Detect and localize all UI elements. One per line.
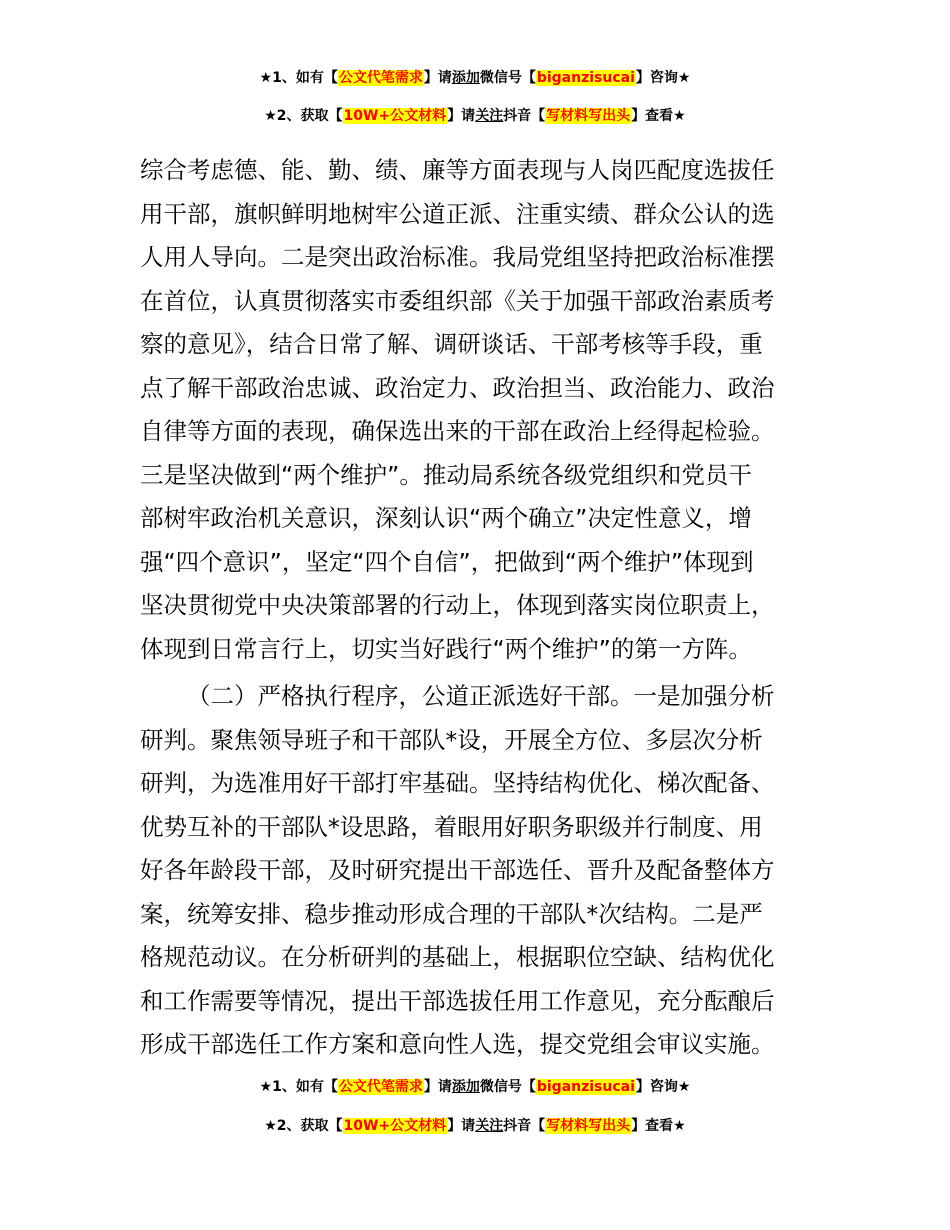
paragraph-continuation <box>140 149 830 671</box>
promo-douyin-id: 写材料写出头 <box>546 1118 631 1134</box>
promo-highlight: 公文代笔需求 <box>338 70 423 86</box>
text-line: 格规范动议。在分析研判的基础上，根据职位空缺、结构优化 <box>140 943 775 971</box>
promo-text: 抖音【 <box>503 108 546 124</box>
text-line: 点了解干部政治忠诚、政治定力、政治担当、政治能力、政治 <box>140 373 775 402</box>
promo-text: 】请 <box>423 70 452 86</box>
text-line: 综合考虑德、能、勤、绩、廉等方面表现与人岗匹配度选拔任 <box>140 156 775 184</box>
text-line: 形成干部选任工作方案和意向性人选，提交党组会审议实施。 <box>140 1030 775 1058</box>
text-line: 部树牢政治机关意识，深刻认识“两个确立”决定性意义，增 <box>140 504 752 532</box>
promo-suffix: 】查看★ <box>631 108 686 124</box>
text-line: 好各年龄段干部，及时研究提出干部选任、晋升及配备整体方 <box>140 856 775 884</box>
text-line: 研判。聚焦领导班子和干部队*设，开展全方位、多层次分析 <box>140 725 763 754</box>
promo-suffix: 】查看★ <box>631 1118 686 1134</box>
text-line: 自律等方面的表现，确保选出来的干部在政治上经得起检验。 <box>140 417 775 445</box>
text-line-indented: （二）严格执行程序，公道正派选好干部。一是加强分析 <box>187 682 775 710</box>
document-body <box>140 149 830 1067</box>
text-line: 优势互补的干部队*设思路，着眼用好职务职级并行制度、用 <box>140 812 763 841</box>
header-promo-line-1 <box>0 68 950 88</box>
text-line: 体现到日常言行上，切实当好践行“两个维护”的第一方阵。 <box>140 634 752 663</box>
promo-douyin-id: 写材料写出头 <box>546 108 631 124</box>
promo-text: 】请 <box>447 1118 476 1134</box>
paragraph-section-two <box>140 675 830 1067</box>
footer-promo-line-2 <box>0 1116 950 1136</box>
promo-highlight: 10W+公文材料 <box>343 1118 447 1134</box>
promo-prefix: ★1、如有【 <box>259 70 338 86</box>
footer-promo-line-1 <box>0 1077 950 1097</box>
promo-prefix: ★2、获取【 <box>264 1118 343 1134</box>
promo-prefix: ★1、如有【 <box>259 1079 338 1095</box>
text-line: 用干部，旗帜鲜明地树牢公道正派、注重实绩、群众公认的选 <box>140 199 775 228</box>
promo-text: 】请 <box>447 108 476 124</box>
promo-text: 】请 <box>423 1079 452 1095</box>
promo-underlined-text: 添加 <box>451 1079 480 1095</box>
promo-underlined-text: 关注 <box>475 1118 504 1134</box>
text-line: 在首位，认真贯彻落实市委组织部《关于加强干部政治素质考 <box>140 286 775 315</box>
promo-wechat-id: biganzisucai <box>536 1079 635 1095</box>
text-line: 研判，为选准用好干部打牢基础。坚持结构优化、梯次配备、 <box>140 769 775 797</box>
promo-prefix: ★2、获取【 <box>264 108 343 124</box>
text-line: 案，统筹安排、稳步推动形成合理的干部队*次结构。二是严 <box>140 899 763 928</box>
promo-text: 微信号【 <box>479 1079 536 1095</box>
header-promo-line-2 <box>0 106 950 126</box>
promo-highlight: 10W+公文材料 <box>343 108 447 124</box>
promo-wechat-id: biganzisucai <box>536 70 635 86</box>
promo-underlined-text: 关注 <box>475 108 504 124</box>
text-line: 强“四个意识”，坚定“四个自信”，把做到“两个维护”体现到 <box>140 547 754 576</box>
promo-suffix: 】咨询★ <box>635 70 691 86</box>
text-line: 和工作需要等情况，提出干部选拔任用工作意见，充分酝酿后 <box>140 986 775 1015</box>
promo-text: 抖音【 <box>503 1118 546 1134</box>
text-line: 坚决贯彻党中央决策部署的行动上，体现到落实岗位职责上， <box>140 591 775 619</box>
text-line: 三是坚决做到“两个维护”。推动局系统各级党组织和党员干 <box>140 460 752 489</box>
promo-highlight: 公文代笔需求 <box>338 1079 423 1095</box>
promo-text: 微信号【 <box>479 70 536 86</box>
text-line: 察的意见》，结合日常了解、调研谈话、干部考核等手段，重 <box>140 330 763 358</box>
promo-underlined-text: 添加 <box>451 70 480 86</box>
promo-suffix: 】咨询★ <box>635 1079 691 1095</box>
text-line: 人用人导向。二是突出政治标准。我局党组坚持把政治标准摆 <box>140 243 775 271</box>
